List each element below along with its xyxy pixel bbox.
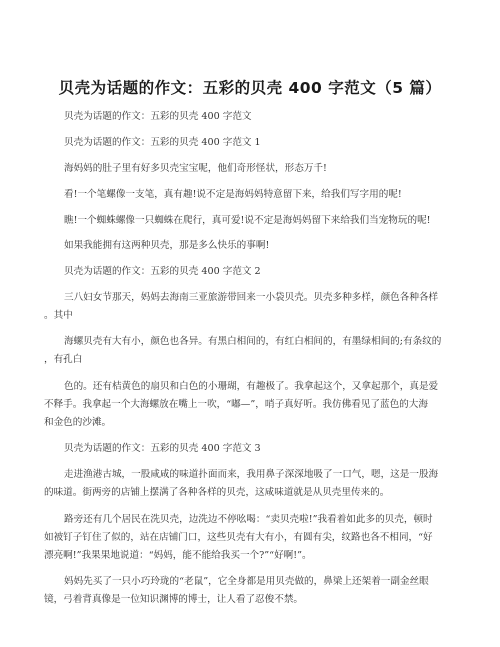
text-line: ，有孔白 (44, 354, 83, 365)
text-line: 贝壳为话题的作文：五彩的贝壳 400 字范文 2 (64, 266, 261, 277)
paragraph (64, 134, 456, 152)
text-line: 色的。还有桔黄色的扇贝和白色的小珊瑚，有趣极了。我拿起这个，又拿起那个，真是爱 (64, 381, 439, 392)
text-line: 瞧!一个蜘蛛螺像一只蜘蛛在爬行，真可爱!说不定是海妈妈留下来给我们当宠物玩的呢! (64, 215, 431, 226)
paragraph (44, 511, 456, 565)
document-title: 贝壳为话题的作文：五彩的贝壳 400 字范文（5 篇） (58, 79, 442, 97)
text-line: 贝壳为话题的作文：五彩的贝壳 400 字范文 1 (64, 137, 261, 148)
text-line: 看!一个笔螺像一支笔，真有趣!说不定是海妈妈特意留下来，给我们写字用的呢! (64, 189, 402, 200)
text-line: 贝壳为话题的作文：五彩的贝壳 400 字范文 3 (64, 443, 261, 454)
paragraph (44, 333, 456, 369)
paragraph (64, 212, 456, 230)
text-line: 贝壳为话题的作文：五彩的贝壳 400 字范文 (64, 111, 252, 122)
paragraph (64, 440, 456, 458)
paragraph (64, 263, 456, 281)
text-line: 海螺贝壳有大有小，颜色也各异。有黑白相间的，有红白相间的，有墨绿相间的;有条纹的 (64, 336, 442, 347)
text-line: 镜，弓着背真像是一位知识渊博的博士，让人看了忍俊不禁。 (44, 594, 304, 605)
paragraph (64, 108, 456, 126)
paragraph (44, 573, 456, 609)
text-line: 走进渔港古城，一股咸咸的味道扑面而来，我用鼻子深深地吸了一口气，嗯，这是一股海 (64, 469, 439, 480)
text-line: 妈妈先买了一只小巧玲珑的“老鼠”，它全身都是用贝壳做的，鼻梁上还架着一副金丝眼 (64, 576, 429, 587)
text-line: 海妈妈的肚子里有好多贝壳宝宝呢，他们奇形怪状，形态万千! (64, 163, 327, 174)
text-line: 漂亮啊!”我果果地说道：“妈妈，能不能给我买一个?”“好啊!”。 (44, 550, 312, 561)
paragraph (44, 378, 456, 432)
paragraph (64, 237, 456, 255)
text-line: 不释手。我拿起一个大海螺放在嘴上一吹，“嘟—”，哨子真好听。我仿佛看见了蓝色的大海 (44, 399, 428, 410)
text-line: 。其中 (44, 310, 73, 321)
text-line: 如果我能拥有这两种贝壳，那是多么快乐的事啊! (64, 240, 270, 251)
paragraph (64, 160, 456, 178)
text-line: 和金色的沙滩。 (44, 417, 112, 428)
text-line: 如被钉子钉住了似的，站在店铺门口，这些贝壳有大有小，有圆有尖，纹路也各不相同，“好 (44, 532, 433, 543)
paragraph (44, 466, 456, 502)
text-line: 的味道。街两旁的店铺上摆满了各种各样的贝壳，这咸味道就是从贝壳里传来的。 (44, 487, 390, 498)
text-line: 三八妇女节那天，妈妈去海南三亚旅游带回来一小袋贝壳。贝壳多种多样，颜色各种各样 (64, 292, 439, 303)
paragraph (64, 186, 456, 204)
paragraph (44, 289, 456, 325)
text-line: 路旁还有几个居民在洗贝壳，边洗边不停吆喝：“卖贝壳啦!”我看着如此多的贝壳，顿时 (64, 514, 433, 525)
